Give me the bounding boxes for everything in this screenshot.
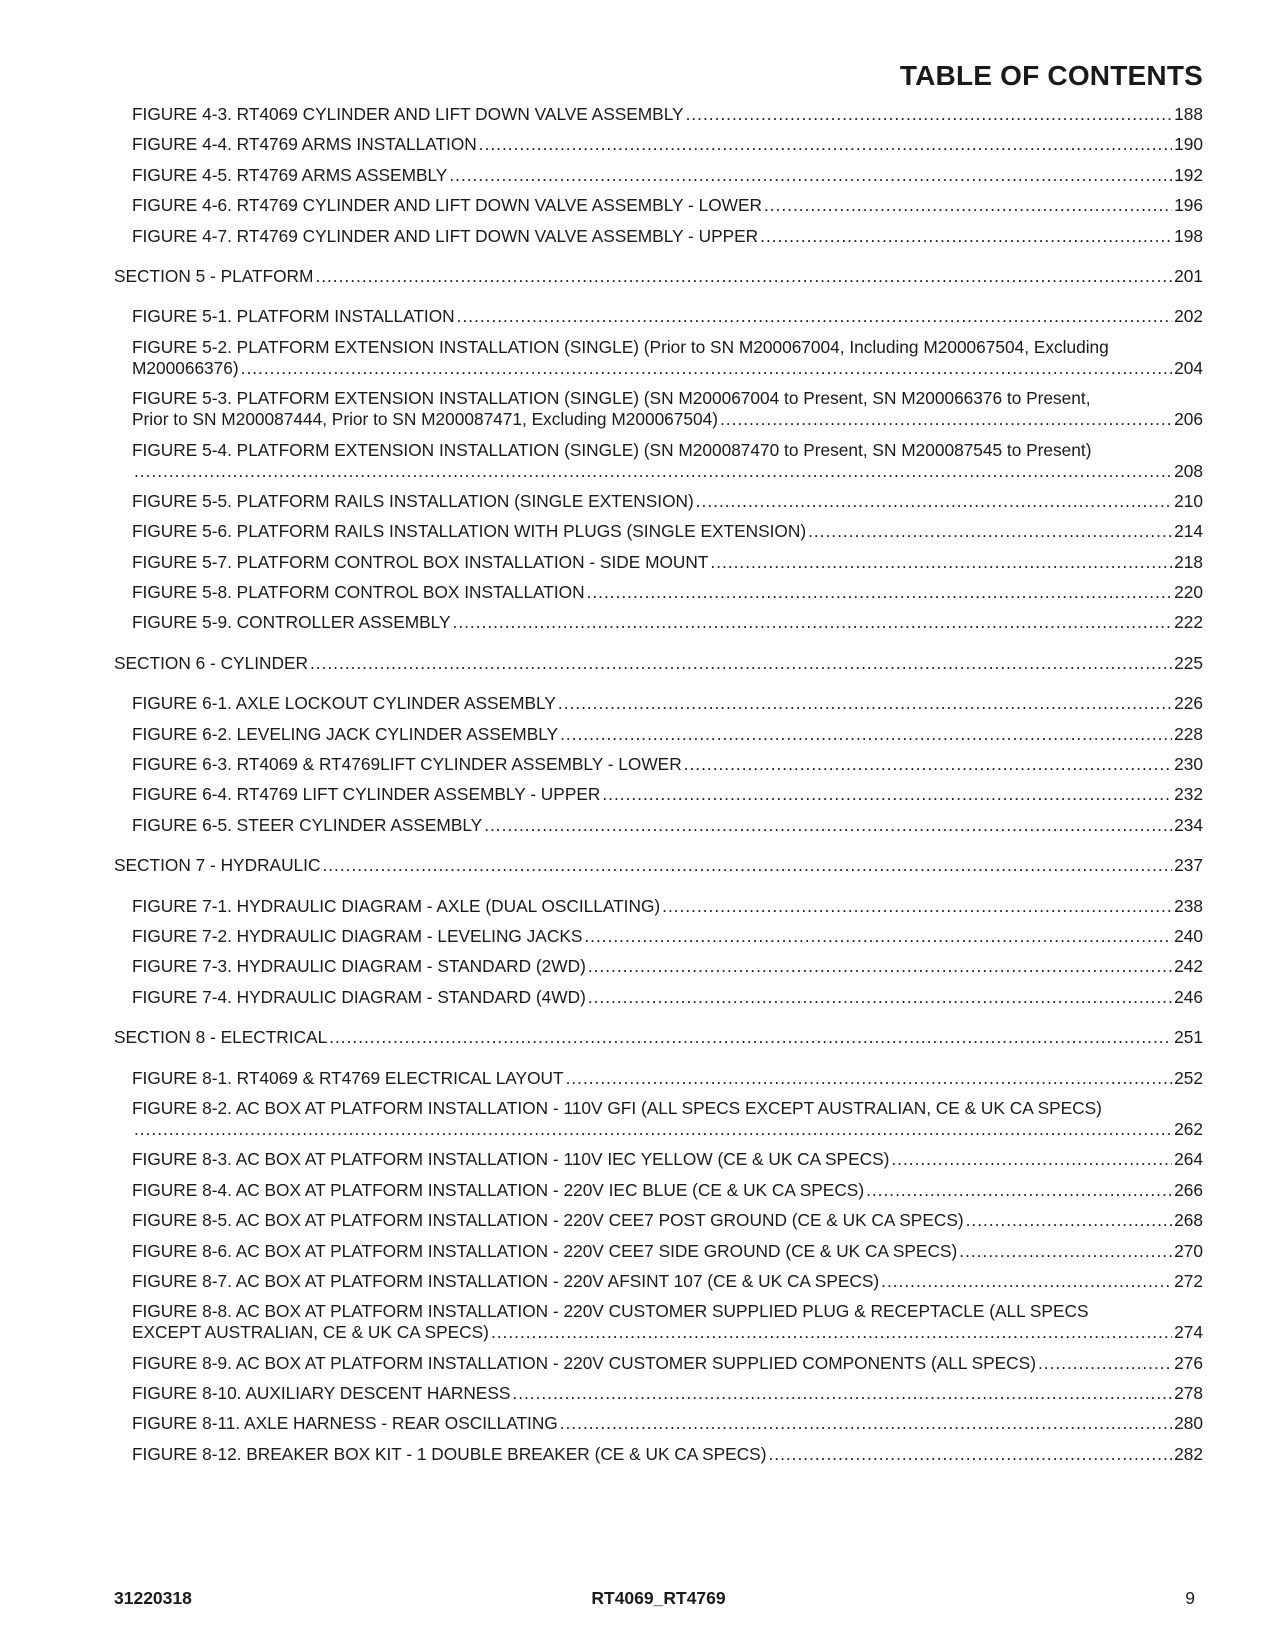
toc-figure-entry[interactable] (0, 612, 1275, 633)
dot-leader (710, 552, 1172, 573)
toc-page-number: 201 (1174, 265, 1203, 286)
dot-leader (560, 724, 1172, 745)
dot-leader (491, 1322, 1172, 1343)
toc-figure-entry[interactable] (0, 306, 1275, 327)
toc-page-number: 230 (1174, 754, 1203, 775)
dot-leader (764, 195, 1172, 216)
dot-leader (588, 956, 1172, 977)
toc-entry-title: FIGURE 6-2. LEVELING JACK CYLINDER ASSEMBLY (132, 723, 559, 744)
toc-page-number: 234 (1174, 814, 1203, 835)
toc-page-number: 222 (1174, 612, 1203, 633)
toc-page-number: 198 (1174, 225, 1203, 246)
toc-entry-title: FIGURE 8-5. AC BOX AT PLATFORM INSTALLATION - 220V CEE7 POST GROUND (CE & UK CA SPECS) (132, 1210, 964, 1231)
toc-figure-entry[interactable] (0, 693, 1275, 714)
toc-entry-title: FIGURE 8-12. BREAKER BOX KIT - 1 DOUBLE BREAKER (CE & UK CA SPECS) (132, 1443, 767, 1464)
toc-figure-entry[interactable] (0, 226, 1275, 247)
table-of-contents (0, 104, 1275, 1465)
toc-page-number: 282 (1174, 1443, 1203, 1464)
dot-leader (587, 582, 1173, 603)
toc-entry-title: FIGURE 7-2. HYDRAULIC DIAGRAM - LEVELING JACKS (132, 925, 583, 946)
toc-page-number: 202 (1174, 306, 1203, 327)
dot-leader (588, 987, 1172, 1008)
toc-entry-title-line: FIGURE 5-2. PLATFORM EXTENSION INSTALLATION (SINGLE) (Prior to SN M200067004, Including M200067504, Excluding (132, 336, 1109, 357)
toc-figure-entry[interactable] (0, 491, 1275, 512)
toc-entry-title-line: FIGURE 5-4. PLATFORM EXTENSION INSTALLATION (SINGLE) (SN M200087470 to Present, SN M200087545 to Present) (132, 439, 1092, 460)
toc-figure-entry[interactable] (0, 1444, 1275, 1465)
toc-figure-entry[interactable] (0, 337, 1275, 379)
toc-page-number: 242 (1174, 956, 1203, 977)
toc-figure-entry[interactable] (0, 521, 1275, 542)
toc-entry-title-line: FIGURE 8-8. AC BOX AT PLATFORM INSTALLATION - 220V CUSTOMER SUPPLIED PLUG & RECEPTACLE (ALL SPECS (132, 1301, 1089, 1322)
toc-entry-title: FIGURE 5-6. PLATFORM RAILS INSTALLATION WITH PLUGS (SINGLE EXTENSION) (132, 521, 807, 542)
toc-figure-entry[interactable] (0, 388, 1275, 430)
dot-leader (449, 165, 1172, 186)
dot-leader (760, 226, 1172, 247)
toc-entry-title: EXCEPT AUSTRALIAN, CE & UK CA SPECS) (132, 1322, 489, 1343)
document-number: 31220318 (114, 1588, 192, 1608)
dot-leader (891, 1149, 1172, 1170)
toc-entry-title: FIGURE 7-3. HYDRAULIC DIAGRAM - STANDARD (2WD) (132, 956, 586, 977)
toc-entry-title: FIGURE 5-9. CONTROLLER ASSEMBLY (132, 612, 451, 633)
toc-figure-entry[interactable] (0, 552, 1275, 573)
toc-figure-entry[interactable] (0, 815, 1275, 836)
toc-page-number: 214 (1174, 521, 1203, 542)
toc-figure-entry[interactable] (0, 1353, 1275, 1374)
dot-leader (558, 693, 1172, 714)
toc-entry-title-line: FIGURE 8-2. AC BOX AT PLATFORM INSTALLATION - 110V GFI (ALL SPECS EXCEPT AUSTRALIAN, CE & UK CA SPECS) (132, 1097, 1102, 1118)
toc-figure-entry[interactable] (0, 195, 1275, 216)
toc-entry-title-line: FIGURE 5-3. PLATFORM EXTENSION INSTALLATION (SINGLE) (SN M200067004 to Present, SN M200066376 to Present, (132, 388, 1091, 409)
toc-figure-entry[interactable] (0, 134, 1275, 155)
dot-leader (329, 1027, 1172, 1048)
toc-entry-title: FIGURE 6-1. AXLE LOCKOUT CYLINDER ASSEMBLY (132, 693, 556, 714)
toc-figure-entry[interactable] (0, 1180, 1275, 1201)
toc-page-number: 240 (1174, 925, 1203, 946)
toc-page-number: 278 (1174, 1383, 1203, 1404)
toc-figure-entry[interactable] (0, 926, 1275, 947)
toc-page-number: 238 (1174, 895, 1203, 916)
toc-figure-entry[interactable] (0, 440, 1275, 482)
toc-page-number: 264 (1174, 1149, 1203, 1170)
toc-page-number: 280 (1174, 1413, 1203, 1434)
toc-page-number: 272 (1174, 1270, 1203, 1291)
dot-leader (720, 409, 1172, 430)
toc-entry-title: FIGURE 8-7. AC BOX AT PLATFORM INSTALLATION - 220V AFSINT 107 (CE & UK CA SPECS) (132, 1270, 880, 1291)
toc-entry-title: FIGURE 8-10. AUXILIARY DESCENT HARNESS (132, 1383, 511, 1404)
toc-section-entry[interactable] (0, 1027, 1275, 1048)
toc-figure-entry[interactable] (0, 1301, 1275, 1343)
toc-entry-title: FIGURE 5-1. PLATFORM INSTALLATION (132, 306, 455, 327)
toc-entry-title: FIGURE 5-5. PLATFORM RAILS INSTALLATION (SINGLE EXTENSION) (132, 490, 694, 511)
toc-figure-entry[interactable] (0, 754, 1275, 775)
toc-page-number: 196 (1174, 195, 1203, 216)
toc-entry-title: FIGURE 8-9. AC BOX AT PLATFORM INSTALLATION - 220V CUSTOMER SUPPLIED COMPONENTS (ALL SPECS) (132, 1352, 1036, 1373)
toc-page-number: 204 (1174, 357, 1203, 378)
toc-entry-title: SECTION 6 - CYLINDER (114, 652, 308, 673)
toc-figure-entry[interactable] (0, 896, 1275, 917)
dot-leader (453, 612, 1173, 633)
toc-figure-entry[interactable] (0, 582, 1275, 603)
toc-figure-entry[interactable] (0, 1210, 1275, 1231)
toc-section-entry[interactable] (0, 653, 1275, 674)
toc-entry-title: SECTION 8 - ELECTRICAL (114, 1027, 328, 1048)
dot-leader (602, 784, 1172, 805)
toc-entry-title: FIGURE 5-8. PLATFORM CONTROL BOX INSTALLATION (132, 582, 585, 603)
toc-page-number: 251 (1174, 1027, 1203, 1048)
page-number: 9 (1185, 1588, 1195, 1608)
dot-leader (512, 1383, 1172, 1404)
dot-leader (662, 896, 1172, 917)
toc-entry-title: SECTION 7 - HYDRAULIC (114, 855, 321, 876)
toc-entry-title: FIGURE 6-3. RT4069 & RT4769LIFT CYLINDER ASSEMBLY - LOWER (132, 754, 682, 775)
toc-page-number: 246 (1174, 986, 1203, 1007)
toc-page-number: 192 (1174, 164, 1203, 185)
page-title: TABLE OF CONTENTS (899, 60, 1203, 91)
toc-figure-entry[interactable] (0, 1413, 1275, 1434)
toc-page-number: 220 (1174, 582, 1203, 603)
dot-leader (457, 306, 1173, 327)
toc-figure-entry[interactable] (0, 784, 1275, 805)
toc-page-number: 252 (1174, 1067, 1203, 1088)
toc-entry-title: FIGURE 8-1. RT4069 & RT4769 ELECTRICAL LAYOUT (132, 1067, 564, 1088)
dot-leader (310, 653, 1172, 674)
dot-leader (966, 1210, 1173, 1231)
dot-leader (1038, 1353, 1172, 1374)
toc-figure-entry[interactable] (0, 1271, 1275, 1292)
toc-entry-title: FIGURE 6-4. RT4769 LIFT CYLINDER ASSEMBLY - UPPER (132, 784, 601, 805)
dot-leader (696, 491, 1172, 512)
dot-leader (241, 358, 1173, 379)
toc-page-number: 188 (1174, 104, 1203, 124)
dot-leader (315, 266, 1172, 287)
toc-entry-title: SECTION 5 - PLATFORM (114, 265, 314, 286)
dot-leader (866, 1180, 1172, 1201)
dot-leader (686, 104, 1173, 125)
toc-page-number: 270 (1174, 1240, 1203, 1261)
toc-page-number: 218 (1174, 551, 1203, 572)
toc-page-number: 274 (1174, 1322, 1203, 1343)
toc-entry-title: FIGURE 4-7. RT4769 CYLINDER AND LIFT DOWN VALVE ASSEMBLY - UPPER (132, 225, 759, 246)
toc-figure-entry[interactable] (0, 724, 1275, 745)
dot-leader (134, 461, 1172, 482)
toc-page-number: 268 (1174, 1210, 1203, 1231)
dot-leader (322, 855, 1172, 876)
toc-page-number: 206 (1174, 409, 1203, 430)
toc-entry-title: Prior to SN M200087444, Prior to SN M200087471, Excluding M200067504) (132, 409, 718, 430)
toc-figure-entry[interactable] (0, 104, 1275, 125)
toc-figure-entry[interactable] (0, 1068, 1275, 1089)
dot-leader (881, 1271, 1172, 1292)
toc-page-number: 232 (1174, 784, 1203, 805)
toc-page-number: 262 (1174, 1118, 1203, 1139)
toc-entry-title: FIGURE 4-3. RT4069 CYLINDER AND LIFT DOWN VALVE ASSEMBLY (132, 104, 684, 124)
toc-figure-entry[interactable] (0, 956, 1275, 977)
toc-page-number: 276 (1174, 1352, 1203, 1373)
dot-leader (560, 1413, 1172, 1434)
dot-leader (584, 926, 1172, 947)
toc-entry-title: FIGURE 5-7. PLATFORM CONTROL BOX INSTALLATION - SIDE MOUNT (132, 551, 709, 572)
dot-leader (566, 1068, 1173, 1089)
toc-entry-title: FIGURE 8-11. AXLE HARNESS - REAR OSCILLATING (132, 1413, 558, 1434)
toc-entry-title: FIGURE 8-6. AC BOX AT PLATFORM INSTALLATION - 220V CEE7 SIDE GROUND (CE & UK CA SPECS) (132, 1240, 958, 1261)
toc-entry-title: FIGURE 4-5. RT4769 ARMS ASSEMBLY (132, 164, 448, 185)
dot-leader (808, 521, 1172, 542)
toc-entry-title: FIGURE 8-3. AC BOX AT PLATFORM INSTALLATION - 110V IEC YELLOW (CE & UK CA SPECS) (132, 1149, 890, 1170)
toc-page-number: 225 (1174, 652, 1203, 673)
toc-page-number: 208 (1174, 460, 1203, 481)
toc-entry-title: FIGURE 4-6. RT4769 CYLINDER AND LIFT DOWN VALVE ASSEMBLY - LOWER (132, 195, 762, 216)
toc-entry-title: FIGURE 8-4. AC BOX AT PLATFORM INSTALLATION - 220V IEC BLUE (CE & UK CA SPECS) (132, 1179, 865, 1200)
toc-section-entry[interactable] (0, 266, 1275, 287)
toc-figure-entry[interactable] (0, 1383, 1275, 1404)
toc-figure-entry[interactable] (0, 1149, 1275, 1170)
toc-page-number: 266 (1174, 1179, 1203, 1200)
toc-entry-title: FIGURE 6-5. STEER CYLINDER ASSEMBLY (132, 814, 483, 835)
page-footer (114, 1588, 1203, 1612)
toc-figure-entry[interactable] (0, 1098, 1275, 1140)
dot-leader (959, 1241, 1172, 1262)
dot-leader (684, 754, 1172, 775)
dot-leader (768, 1444, 1172, 1465)
toc-page-number: 210 (1174, 490, 1203, 511)
toc-entry-title: M200066376) (132, 357, 239, 378)
toc-page-number: 228 (1174, 723, 1203, 744)
toc-figure-entry[interactable] (0, 987, 1275, 1008)
toc-section-entry[interactable] (0, 855, 1275, 876)
model-name: RT4069_RT4769 (591, 1588, 726, 1608)
dot-leader (134, 1119, 1172, 1140)
toc-figure-entry[interactable] (0, 1241, 1275, 1262)
dot-leader (479, 134, 1172, 155)
toc-page-number: 226 (1174, 693, 1203, 714)
toc-page-number: 190 (1174, 134, 1203, 155)
toc-figure-entry[interactable] (0, 165, 1275, 186)
toc-entry-title: FIGURE 7-4. HYDRAULIC DIAGRAM - STANDARD (4WD) (132, 986, 586, 1007)
toc-page-number: 237 (1174, 855, 1203, 876)
toc-entry-title: FIGURE 7-1. HYDRAULIC DIAGRAM - AXLE (DUAL OSCILLATING) (132, 895, 661, 916)
dot-leader (484, 815, 1172, 836)
toc-entry-title: FIGURE 4-4. RT4769 ARMS INSTALLATION (132, 134, 477, 155)
